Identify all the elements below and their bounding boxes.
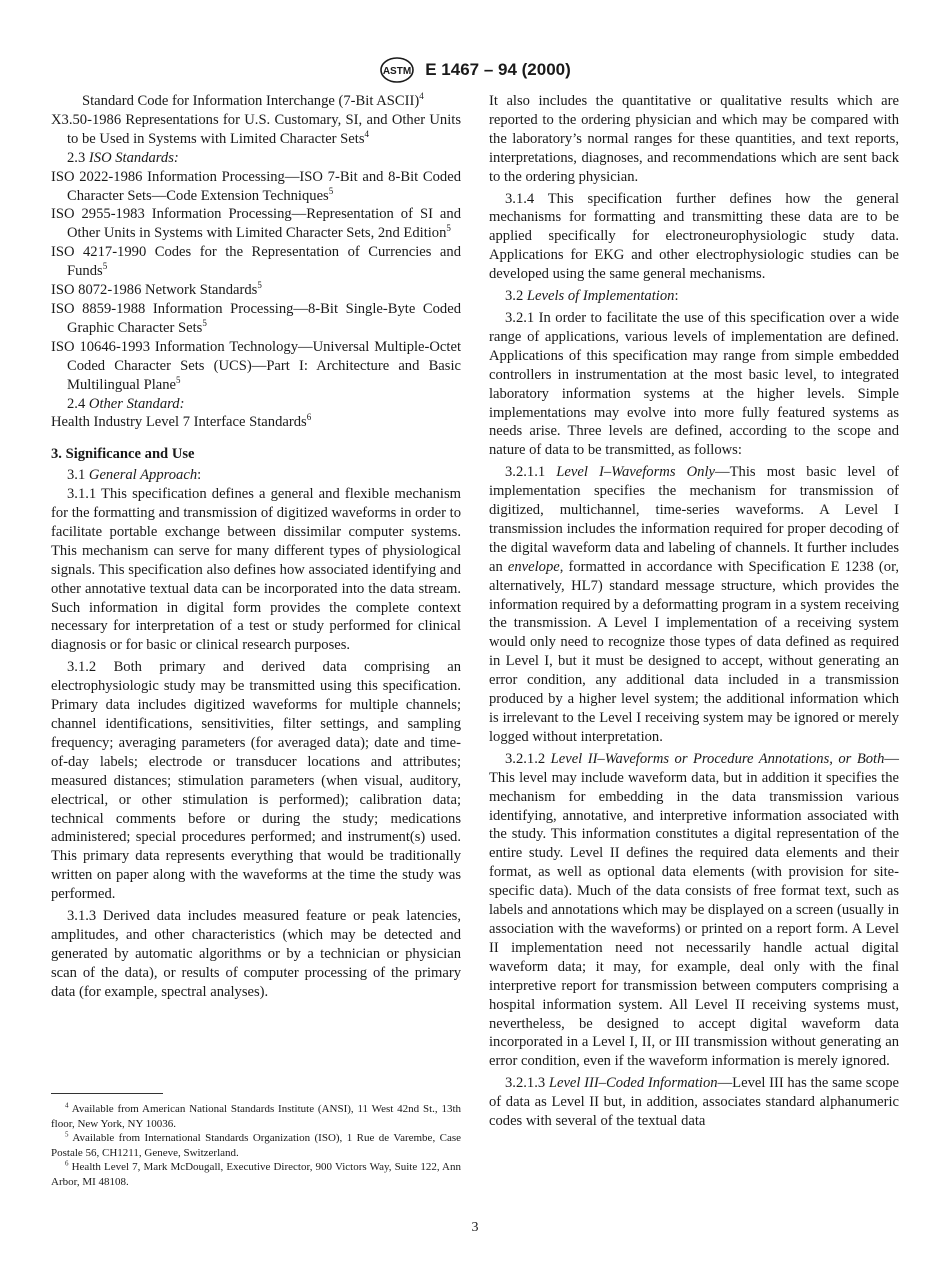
section-3-1: 3.1 General Approach: [67,467,202,484]
right-column [489,92,899,1131]
ref-iso-8859: ISO 8859-1988 Information Processing—8-Bit Single-Byte Coded Graphic Character Sets$^5$ [51,300,461,336]
astm-logo-text: ASTM [383,66,412,77]
paragraph-3-1-3-continuation: It also includes the quantitative or qualitative results which are reported to the ordering physician and which may be compared with the laboratory’s normal ranges for these quantities, and text reports, interpretations, diagnoses, and recommendations which are sent back to the ordering physician. [489,93,899,185]
ref-iso-2022: ISO 2022-1986 Information Processing—ISO 7-Bit and 8-Bit Coded Character Sets—Code Extension Techniques$^5$ [51,168,461,204]
paragraph-3-1-3: 3.1.3 Derived data includes measured feature or peak latencies, amplitudes, and other characteristics (which may be detected and generated by automatic algorithms or by a technician or physician scan of the data), or results of computer processing of the primary data (for example, spectral analyses). [51,908,461,1000]
standard-designation: E 1467 – 94 (2000) [425,60,571,79]
footnotes [51,1102,461,1190]
astm-logo-icon [379,56,415,84]
paragraph-3-1-4: 3.1.4 This specification further defines how the general mechanisms for formatting and transmitting these data are to be applied specifically for electroneurophysiologic study data. Applications for EKG and other electrophysiologic studies can be developed using the same general mechanisms. [489,190,899,283]
page-header [0,56,950,84]
paragraph-3-2-1-1: 3.2.1.1 Level I–Waveforms Only—This most basic level of implementation specifies the mechanism for transmission of digitized, multichannel, time-series waveforms. A Level I transmission includes the information required for proper decoding of the digital waveform data and labeling of channels. It further includes an envelope, formatted in accordance with Specification E 1238 (or, alternatively, HL7) standard message structure, which provides the information required by a deformatting program in a system receiving the transmission. A Level I implementation of a receiving system would only need to recognize those types of data defined as required in Level I, but it must be designed to accept, without generating an error condition, any additional data included in a transmission produced by a higher level system; the additional information which is irrelevant to the Level I receiving system may be ignored or merely logged without interpretation. [489,464,900,745]
paragraph-3-2-1: 3.2.1 In order to facilitate the use of this specification over a wide range of applications, various levels of implementation are defined. Applications of this specification may range from simple embedded controllers in instrumentation at the most basic level, to integrated laboratory information systems at the higher levels. Simple implementations may evolve into more fully featured systems as needs arise. Three levels are defined, according to the scope and nature of data to be transmitted, as follows: [489,309,899,459]
ref-iso-4217: ISO 4217-1990 Codes for the Representation of Currencies and Funds$^5$ [51,244,461,280]
ref-iso-2955: ISO 2955-1983 Information Processing—Representation of SI and Other Units in Systems with Limited Character Sets, 2nd Edition$^5$ [51,206,461,242]
section-2-4: 2.4 Other Standard: [67,395,185,412]
paragraph-3-1-1: 3.1.1 This specification defines a general and flexible mechanism for the formatting and transmission of digitized waveforms in order to facilitate portable exchange between dissimilar computer systems. This mechanism can serve for many different types of physiological signals. This specification also defines how associated identifying and other annotative textual data can be incorporated into the data stream. Such information in digital form provides the complete context necessary for interpretation of a test or study performed for clinical diagnosis or for basic or clinical research purposes. [51,486,461,654]
page-number: 3 [471,1220,479,1235]
paragraph-3-1-2: 3.1.2 Both primary and derived data comprising an electrophysiologic study may be transmitted using this specification. Primary data includes digitized waveforms for multiple channels; channel identifications, sensitivities, filter settings, and sampling frequency; averaging parameters (for averaged data); date and time-of-day labels; electrode or transducer locations and attributes; measured distances; stimulation parameters (when visual, auditory, electrical, or other stimulation is performed); calibration data; technical comments before or during the study; medications administered; special procedures performed; and instrument(s) used. This primary data represents everything that would be traditionally written on paper along with the waveforms at the time the study was performed. [51,659,461,903]
paragraph-3-2-1-2: 3.2.1.2 Level II–Waveforms or Procedure Annotations, or Both—This level may include waveform data, but in addition it specifies the mechanism for embedding in the data transmission various identifying, annotative, and interpretive information associated with the study. This information constitutes a digital representation of the entire study. Level II defines the required data elements and their format, as well as optional data elements (with provision for site-specific data). Much of the data consists of free format text, such as labels and annotations which may be displayed on a screen (usually in association with the waveforms) or printed on a report form. A Level II implementation need not necessarily handle actual digital waveform data; it may, for example, deal only with the final interpretive report for transmission between computers comprising a hospital information system. All Level II receiving systems must, nevertheless, be designed to accept digital waveform data incorporated in a Level I, II, or III transmission without generating an error condition, even if the waveform information is merely ignored. [489,750,899,1070]
section-2-3: 2.3 ISO Standards: [67,149,179,166]
footnote-4: $^4$ Available from American National Standards Institute (ANSI), 11 West 42nd St., 13th floor, New York, NY 10036. [51,1101,461,1130]
left-column [51,92,461,1002]
ref-iso-8072: ISO 8072-1986 Network Standards$^5$ [51,280,262,299]
footnote-divider [51,1093,163,1094]
ref-x3-50: X3.50-1986 Representations for U.S. Customary, SI, and Other Units to be Used in Systems with Limited Character Sets$^4$ [51,111,461,147]
footnote-5: $^5$ Available from International Standards Organization (ISO), 1 Rue de Varembe, Case Postale 56, CH1211, Geneve, Switzerland. [51,1130,461,1159]
paragraph-3-2-1-3: 3.2.1.3 Level III–Coded Information—Level III has the same scope of data as Level II but, in addition, associates standard alphanumeric codes with several of the textual data [489,1075,899,1130]
ref-hl7: Health Industry Level 7 Interface Standards$^6$ [51,412,312,431]
ref-iso-10646: ISO 10646-1993 Information Technology—Universal Multiple-Octet Coded Character Sets (UCS)—Part I: Architecture and Basic Multilingual Plane$^5$ [51,338,461,393]
section-3-heading: 3. Significance and Use [51,446,195,463]
section-3-2: 3.2 Levels of Implementation: [505,288,679,305]
ref-ansi-continuation: Standard Code for Information Interchange (7-Bit ASCII)$^4$ [82,91,424,109]
footnote-6: $^6$ Health Level 7, Mark McDougall, Executive Director, 900 Victors Way, Suite 122, Ann Arbor, MI 48108. [51,1159,462,1188]
